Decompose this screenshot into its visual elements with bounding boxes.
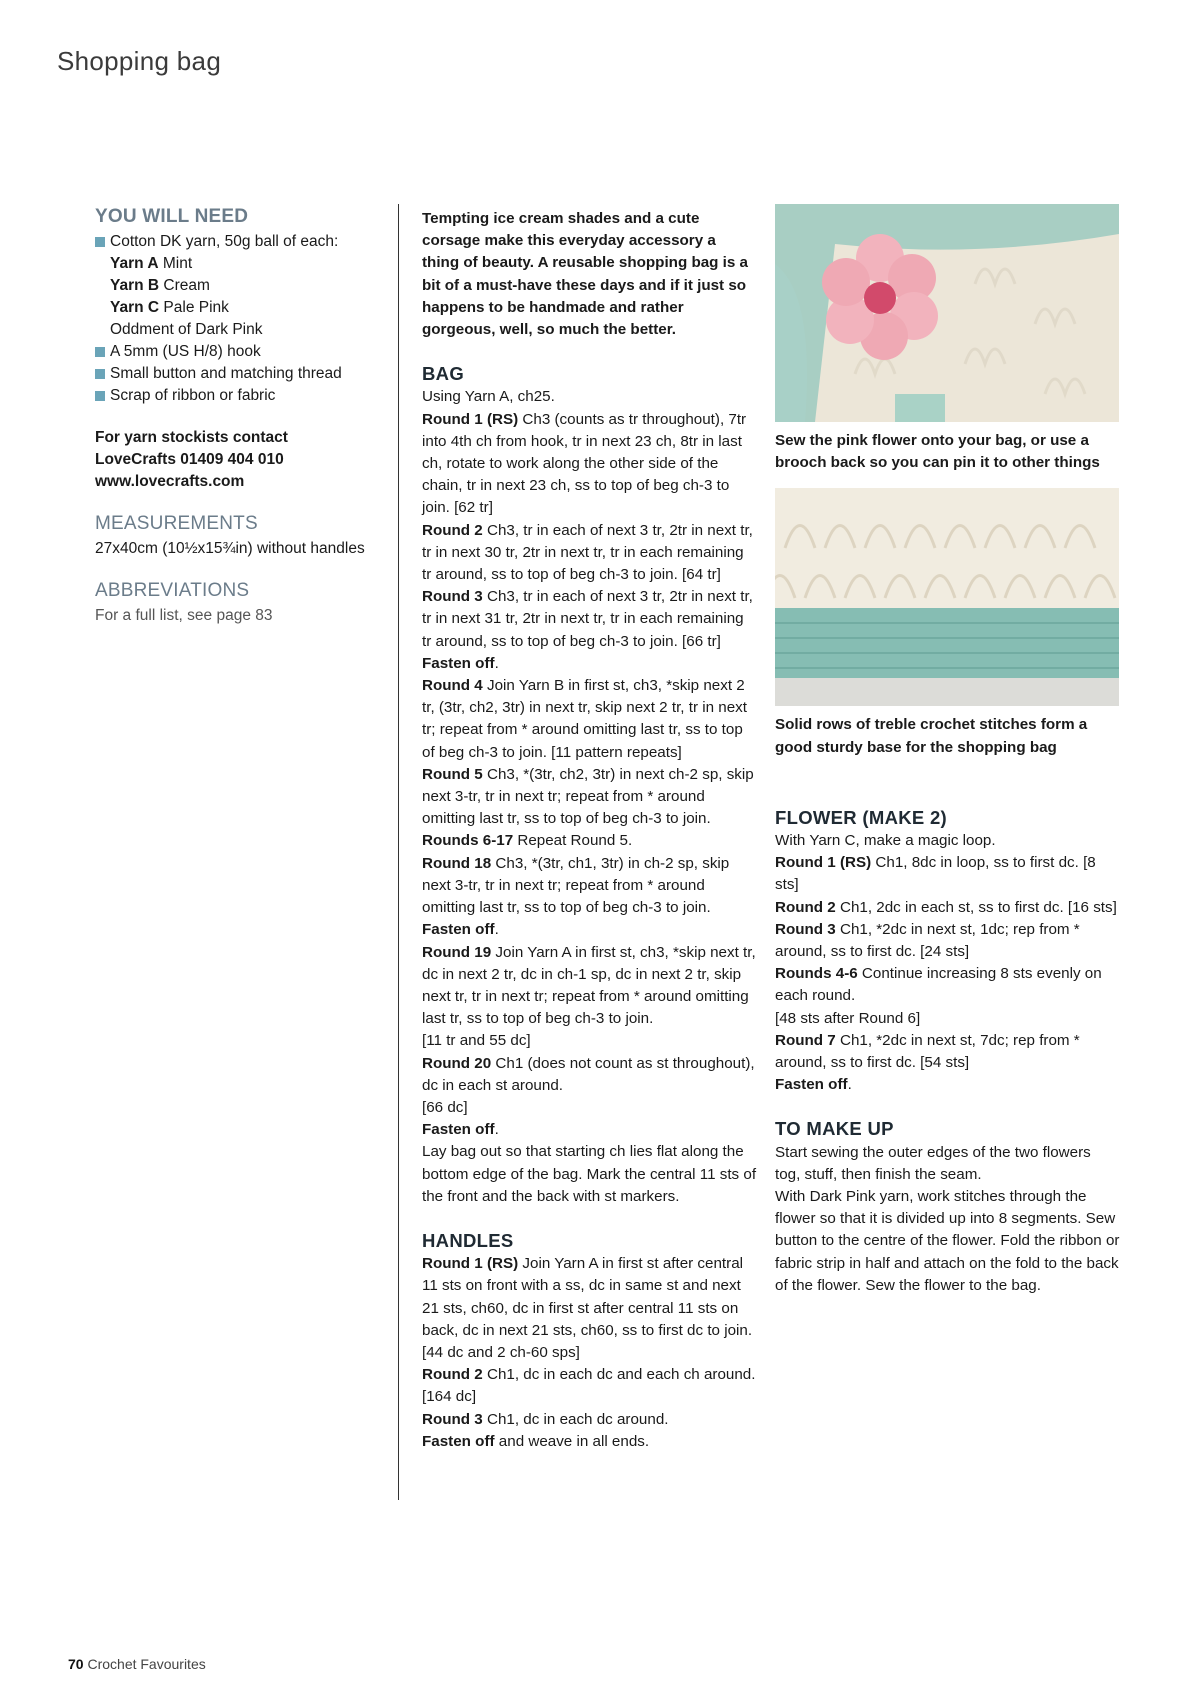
instruction-line (422, 653, 757, 675)
instruction-text: Repeat Round 5. (513, 832, 633, 850)
instruction-label: Round 18 (422, 854, 492, 872)
instruction-line (422, 1431, 757, 1453)
instruction-line (422, 675, 757, 764)
yarn-label: Yarn B (110, 277, 160, 294)
instruction-label: Fasten off (422, 654, 495, 672)
instruction-label: Round 3 (422, 1410, 483, 1428)
instruction-label: Round 1 (RS) (775, 854, 872, 872)
yarn-line (110, 297, 370, 319)
materials-list (95, 231, 370, 407)
instruction-line (775, 830, 1120, 852)
make-up-instructions (775, 1142, 1120, 1297)
yarn-colour: Oddment of Dark Pink (110, 321, 263, 338)
instruction-text: and weave in all ends. (494, 1432, 650, 1450)
square-bullet-icon (95, 237, 105, 247)
instruction-text: With Dark Pink yarn, work stitches through the flower so that it is divided up into 8 segments. Sew button to the centre of the flower. Fold the ribbon or fabric strip in half and attach on the fold to the back of the flower. Sew the flower to the bag. (775, 1188, 1120, 1294)
instruction-text: . (494, 654, 499, 672)
instruction-line (422, 830, 757, 852)
instruction-text: With Yarn C, make a magic loop. (775, 832, 996, 850)
instruction-text: Join Yarn A in first st after central 11 sts on front with a ss, dc in same st and next 21 sts, ch60, dc in first st after central 11 sts on back, dc in next 21 sts, ch60, ss to first dc to join. [44 dc and 2 ch-60 sps] (422, 1255, 753, 1361)
instruction-line (422, 1364, 757, 1408)
instruction-text: [48 sts after Round 6] (775, 1009, 921, 1027)
intro-text: Tempting ice cream shades and a cute corsage make this everyday accessory a thing of beauty. A reusable shopping bag is a bit of a must-have these days and if it just so happens to be handmade and rather gorgeous, well, so much the better. (422, 210, 748, 339)
stockists-line: For yarn stockists contact (95, 429, 288, 446)
instruction-text: Using Yarn A, ch25. (422, 388, 555, 406)
instruction-label: Rounds 6-17 (422, 832, 514, 850)
instruction-line (422, 1253, 757, 1364)
bag-instructions (422, 386, 757, 1208)
abbreviations-heading: ABBREVIATIONS (95, 580, 250, 601)
flower-heading: FLOWER (MAKE 2) (775, 806, 948, 828)
instruction-line (422, 1119, 757, 1141)
instruction-text: Ch1 (does not count as st throughout), dc in each st around. (422, 1054, 755, 1094)
instruction-text: Join Yarn A in first st, ch3, *skip next tr, dc in next 2 tr, dc in ch-1 sp, dc in next 2 tr, skip next tr, tr in next tr; repeat from * around omitting last tr, ss to top of beg ch-3 to join. (422, 943, 756, 1028)
instruction-line (775, 963, 1120, 1007)
instruction-text: Ch1, 8dc in loop, ss to first dc. [8 sts] (775, 854, 1096, 894)
photo-caption-2: Solid rows of treble crochet stitches form a good sturdy base for the shopping bag (775, 716, 1088, 756)
measurements-heading: MEASUREMENTS (95, 513, 258, 534)
flower-photo (775, 204, 1119, 422)
instruction-text: Join Yarn B in first st, ch3, *skip next 2 tr, (3tr, ch2, 3tr) in next tr, skip next 2 tr, tr in next tr; repeat from * around omitting last tr, ss to top of beg ch-3 to join. [11 pattern repeats] (422, 677, 747, 761)
instruction-label: Fasten off (775, 1076, 848, 1094)
stockists-website: www.lovecrafts.com (95, 473, 245, 490)
column-divider (398, 204, 399, 1500)
instruction-label: Rounds 4-6 (775, 965, 858, 983)
instruction-text: Ch3, tr in each of next 3 tr, 2tr in next tr, tr in next 31 tr, 2tr in next tr, tr in each remaining tr around, ss to top of beg ch-3 to join. [66 tr] (422, 588, 753, 650)
page-footer (68, 1656, 206, 1672)
materials-item-text: Cotton DK yarn, 50g ball of each: (110, 233, 339, 250)
instruction-text: Ch1, *2dc in next st, 7dc; rep from * around, ss to first dc. [54 sts] (775, 1031, 1080, 1072)
instruction-text: [11 tr and 55 dc] (422, 1032, 531, 1050)
square-bullet-icon (95, 391, 105, 401)
instruction-text: Ch3 (counts as tr throughout), 7tr into 4th ch from hook, tr in next 23 ch, 8tr in last ch, rotate to work along the other side of the chain, tr in next 23 ch, ss to top of beg ch-3 to join. [62 tr] (422, 410, 747, 517)
instruction-line (422, 764, 757, 831)
pattern-column (422, 208, 757, 1453)
instruction-line (422, 409, 757, 520)
abbreviations-text: For a full list, see page 83 (95, 607, 273, 624)
yarn-line (110, 319, 370, 341)
instruction-label: Round 19 (422, 943, 492, 961)
abbreviations-section (95, 580, 370, 627)
materials-item-text: Small button and matching thread (110, 365, 342, 382)
handles-instructions (422, 1253, 757, 1453)
instruction-label: Round 2 (422, 521, 483, 539)
handles-heading: HANDLES (422, 1229, 514, 1251)
instruction-text: [66 dc] (422, 1098, 468, 1116)
you-will-need-heading: YOU WILL NEED (95, 206, 249, 227)
instruction-text: Ch3, tr in each of next 3 tr, 2tr in next tr, tr in next 30 tr, 2tr in next tr, tr in each remaining tr around, ss to top of beg ch-3 to join. [64 tr] (422, 521, 753, 584)
instruction-text: . (494, 921, 499, 939)
yarn-line (110, 253, 370, 275)
materials-item (95, 363, 370, 385)
instruction-line (775, 1186, 1120, 1297)
instruction-label: Round 1 (RS) (422, 1255, 519, 1273)
instruction-text: Start sewing the outer edges of the two flowers tog, stuff, then finish the seam. (775, 1143, 1091, 1183)
instruction-label: Fasten off (422, 921, 495, 939)
instruction-label: Fasten off (422, 1121, 495, 1139)
instruction-line (422, 1030, 757, 1052)
instruction-text: Lay bag out so that starting ch lies flat along the bottom edge of the bag. Mark the central 11 sts of the front and the back with st markers. (422, 1143, 757, 1205)
instruction-text: . (847, 1076, 852, 1094)
materials-item-text: Scrap of ribbon or fabric (110, 387, 276, 404)
instruction-line (422, 942, 757, 1031)
instruction-text: Ch1, *2dc in next st, 1dc; rep from * around, ss to first dc. [24 sts] (775, 920, 1080, 961)
publication-name: Crochet Favourites (83, 1656, 206, 1672)
square-bullet-icon (95, 369, 105, 379)
measurements-text: 27x40cm (10½x15¾in) without handles (95, 540, 365, 557)
instruction-text: Continue increasing 8 sts evenly on each round. (775, 965, 1102, 1005)
flower-photo-image (775, 204, 1119, 422)
photo-caption-1: Sew the pink flower onto your bag, or use a brooch back so you can pin it to other things (775, 432, 1100, 472)
instruction-label: Round 3 (422, 588, 483, 606)
instruction-line (422, 1141, 757, 1208)
square-bullet-icon (95, 347, 105, 357)
instruction-text: Ch1, dc in each dc and each ch around. [164 dc] (422, 1366, 756, 1406)
yarn-colour: Cream (159, 277, 210, 294)
instruction-text: Ch3, *(3tr, ch2, 3tr) in next ch-2 sp, skip next 3-tr, tr in next tr; repeat from * around omitting last tr, ss to top of beg ch-3 to join. (422, 765, 754, 828)
instruction-line (775, 1008, 1120, 1030)
instruction-line (422, 853, 757, 920)
instruction-text: . (494, 1121, 499, 1139)
stitch-photo (775, 488, 1119, 706)
instruction-line (775, 919, 1120, 963)
flower-instructions (775, 830, 1120, 1096)
instruction-line (422, 1053, 757, 1097)
materials-item (95, 231, 370, 341)
instruction-label: Round 3 (775, 920, 836, 938)
instruction-line (775, 852, 1120, 896)
page-title: Shopping bag (57, 46, 222, 76)
instruction-line (775, 1074, 1120, 1096)
sidebar (95, 206, 370, 627)
yarn-line (110, 275, 370, 297)
page-number: 70 (68, 1656, 84, 1672)
instruction-label: Round 1 (RS) (422, 410, 519, 428)
instruction-label: Round 2 (422, 1366, 483, 1384)
instruction-line (422, 520, 757, 587)
measurements-section (95, 513, 370, 560)
instruction-text: Ch3, *(3tr, ch1, 3tr) in ch-2 sp, skip next 3-tr, tr in next tr; repeat from * around omitting last tr, ss to top of beg ch-3 to join. (422, 854, 730, 917)
instruction-line (422, 386, 757, 408)
instruction-line (775, 897, 1120, 919)
instruction-label: Round 5 (422, 765, 483, 783)
instruction-text: Ch1, dc in each dc around. (482, 1410, 669, 1428)
instruction-line (775, 1030, 1120, 1074)
materials-item-text: A 5mm (US H/8) hook (110, 343, 261, 360)
yarn-colour: Pale Pink (159, 299, 229, 316)
yarn-label: Yarn C (110, 299, 160, 316)
materials-item (95, 341, 370, 363)
instruction-line (422, 1097, 757, 1119)
bag-heading: BAG (422, 363, 465, 385)
make-up-heading: TO MAKE UP (775, 1118, 894, 1140)
instruction-line (422, 919, 757, 941)
instruction-line (422, 586, 757, 653)
instruction-label: Fasten off (422, 1432, 495, 1450)
yarn-colour: Mint (158, 255, 193, 272)
yarn-label: Yarn A (110, 255, 159, 272)
materials-item (95, 385, 370, 407)
instruction-text: Ch1, 2dc in each st, ss to first dc. [16 sts] (835, 898, 1117, 916)
right-column (775, 204, 1120, 1297)
instruction-label: Round 4 (422, 677, 483, 695)
instruction-label: Round 20 (422, 1054, 492, 1072)
instruction-line (775, 1142, 1120, 1186)
instruction-line (422, 1409, 757, 1431)
stockists-info (95, 427, 370, 493)
instruction-label: Round 2 (775, 898, 836, 916)
stitch-photo-image (775, 488, 1119, 706)
instruction-label: Round 7 (775, 1031, 836, 1049)
stockists-phone: LoveCrafts 01409 404 010 (95, 451, 284, 468)
